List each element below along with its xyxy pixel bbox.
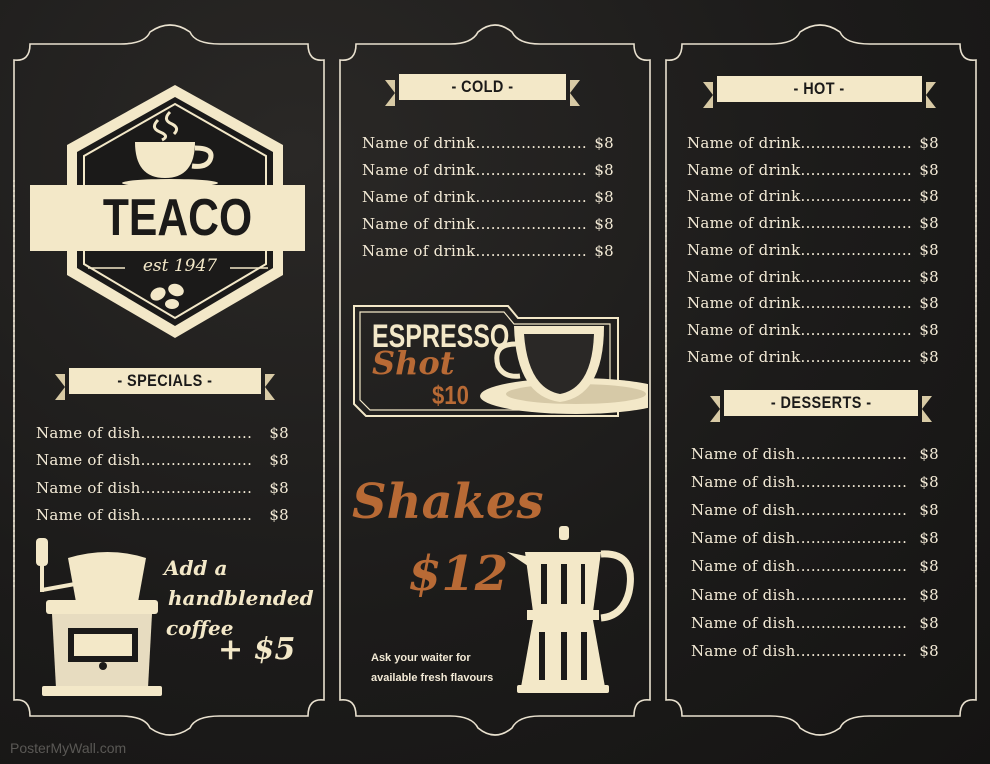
- cold-item: [362, 215, 614, 233]
- hot-item: [687, 187, 939, 205]
- hot-item-price: $8: [919, 214, 939, 233]
- desserts-item-name: Name of dish......................: [691, 445, 908, 463]
- desserts-item-name: Name of dish......................: [691, 641, 908, 660]
- desserts-item-price: $8: [919, 445, 939, 463]
- specials-item: [36, 424, 289, 442]
- desserts-item-name: Name of dish......................: [691, 529, 908, 548]
- cold-item: [362, 188, 614, 206]
- cold-title: - COLD -: [451, 77, 514, 96]
- cold-item-name: Name of drink......................: [362, 242, 588, 260]
- hot-item: [687, 161, 939, 179]
- desserts-ribbon: [710, 390, 932, 416]
- cold-item: [362, 134, 614, 152]
- desserts-item: [691, 445, 939, 463]
- hot-item: [687, 241, 939, 259]
- specials-item: [36, 506, 289, 524]
- cold-item-name: Name of drink......................: [362, 134, 588, 152]
- hot-item-price: $8: [919, 240, 939, 259]
- addon-line3: coffee: [166, 616, 234, 640]
- desserts-item: [691, 557, 939, 575]
- desserts-item-name: Name of dish......................: [691, 501, 908, 520]
- desserts-item: [691, 614, 939, 632]
- hot-item: [687, 321, 939, 339]
- addon-line2: handblended: [168, 586, 314, 610]
- addon-price: + $5: [218, 632, 296, 667]
- hot-item-price: $8: [919, 160, 939, 179]
- specials-item-name: Name of dish......................: [36, 424, 253, 442]
- hot-item-price: $8: [919, 267, 939, 286]
- specials-item-price: $8: [269, 424, 289, 442]
- specials-item-name: Name of dish......................: [36, 505, 253, 524]
- cold-item-price: $8: [594, 134, 614, 152]
- cold-item-price: $8: [594, 188, 614, 206]
- moka-pot-illustration: [505, 522, 650, 702]
- espresso-title: ESPRESSO: [372, 318, 510, 354]
- hot-ribbon: [703, 76, 936, 102]
- hot-item: [687, 348, 939, 366]
- shakes-title: Shakes: [352, 474, 544, 530]
- specials-item-price: $8: [269, 478, 289, 497]
- brand-established: est 1947: [142, 256, 218, 276]
- desserts-item-price: $8: [919, 473, 939, 492]
- desserts-item: [691, 529, 939, 547]
- hot-item-price: $8: [919, 320, 939, 339]
- note-line2: available fresh flavours: [371, 672, 494, 684]
- hot-item-name: Name of drink......................: [687, 214, 913, 233]
- coffee-grinder-illustration: [28, 528, 178, 703]
- grinder-handle-knob: [36, 538, 48, 566]
- hot-item: [687, 268, 939, 286]
- desserts-item-name: Name of dish......................: [691, 557, 908, 576]
- addon-line1: Add a: [164, 556, 228, 580]
- specials-item-price: $8: [269, 505, 289, 524]
- specials-item: [36, 479, 289, 497]
- hot-item-name: Name of drink......................: [687, 347, 913, 366]
- cold-item-price: $8: [594, 215, 614, 233]
- hot-item: [687, 214, 939, 232]
- espresso-sub: Shot: [372, 344, 455, 382]
- hot-item-name: Name of drink......................: [687, 160, 913, 179]
- desserts-item: [691, 473, 939, 491]
- hot-item-price: $8: [919, 187, 939, 206]
- hot-item-name: Name of drink......................: [687, 267, 913, 286]
- hot-item-name: Name of drink......................: [687, 187, 913, 206]
- brand-name: TEACO: [102, 189, 253, 247]
- desserts-item-price: $8: [919, 529, 939, 548]
- hot-item-name: Name of drink......................: [687, 134, 913, 152]
- specials-item-name: Name of dish......................: [36, 478, 253, 497]
- shakes-price: $12: [408, 546, 509, 602]
- desserts-item-price: $8: [919, 501, 939, 520]
- cold-item: [362, 242, 614, 260]
- specials-item: [36, 451, 289, 469]
- desserts-title: - DESSERTS -: [770, 393, 872, 412]
- desserts-item-name: Name of dish......................: [691, 613, 908, 632]
- specials-ribbon: [55, 368, 275, 394]
- cold-item-price: $8: [594, 161, 614, 179]
- hot-item-price: $8: [919, 134, 939, 152]
- desserts-item-price: $8: [919, 557, 939, 576]
- espresso-price: $10: [432, 380, 469, 410]
- hot-item: [687, 294, 939, 312]
- cold-item: [362, 161, 614, 179]
- desserts-item: [691, 642, 939, 660]
- desserts-item: [691, 501, 939, 519]
- specials-item-name: Name of dish......................: [36, 451, 253, 470]
- cold-item-name: Name of drink......................: [362, 188, 588, 206]
- desserts-item: [691, 586, 939, 604]
- desserts-item-name: Name of dish......................: [691, 585, 908, 604]
- hot-item-name: Name of drink......................: [687, 294, 913, 313]
- specials-item-price: $8: [269, 451, 289, 470]
- watermark: PosterMyWall.com: [10, 740, 127, 756]
- hot-item-price: $8: [919, 347, 939, 366]
- hot-item: [687, 134, 939, 152]
- cold-item-name: Name of drink......................: [362, 215, 588, 233]
- cold-item-price: $8: [594, 242, 614, 260]
- hot-item-price: $8: [919, 294, 939, 313]
- desserts-item-price: $8: [919, 585, 939, 604]
- specials-title: - SPECIALS -: [117, 371, 213, 390]
- hot-item-name: Name of drink......................: [687, 240, 913, 259]
- hot-item-name: Name of drink......................: [687, 320, 913, 339]
- desserts-item-name: Name of dish......................: [691, 473, 908, 492]
- hot-title: - HOT -: [793, 79, 846, 98]
- cold-ribbon: [385, 74, 580, 100]
- desserts-item-price: $8: [919, 613, 939, 632]
- cold-item-name: Name of drink......................: [362, 161, 588, 179]
- note-line1: Ask your waiter for: [371, 652, 471, 664]
- desserts-item-price: $8: [919, 641, 939, 660]
